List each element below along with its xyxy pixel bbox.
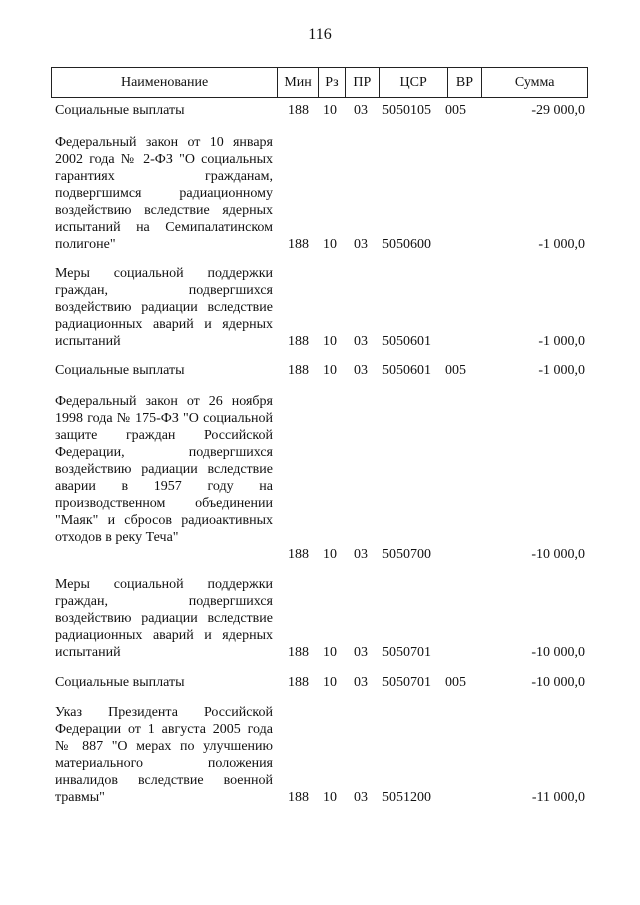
- table-row: [51, 362, 588, 379]
- row-sum: -10 000,0: [531, 675, 585, 690]
- row-sum: -11 000,0: [531, 790, 585, 805]
- row-pr: 03: [354, 363, 368, 378]
- page-number: 116: [308, 26, 332, 43]
- header-name: Наименование: [52, 68, 278, 97]
- row-name: Федеральный закон от 10 января 2002 года № 2-ФЗ "О социальных гарантиях гражданам, подвергшимся радиационному воздействию вследствие ядерных испытаний на Семипалатинском полигоне": [55, 135, 273, 252]
- row-min: 188: [288, 334, 309, 349]
- row-csr: 5050601: [382, 363, 431, 378]
- row-name: Меры социальной поддержки граждан, подвергшихся воздействию радиации вследствие радиационных аварий и ядерных испытаний: [55, 577, 273, 660]
- row-csr: 5050105: [382, 103, 431, 118]
- table-header: [51, 67, 588, 98]
- row-csr: 5050600: [382, 237, 431, 252]
- row-rz: 10: [323, 645, 337, 660]
- row-name: Социальные выплаты: [55, 675, 185, 690]
- row-csr: 5050701: [382, 675, 431, 690]
- row-sum: -10 000,0: [531, 645, 585, 660]
- table-row: [51, 674, 588, 691]
- row-rz: 10: [323, 237, 337, 252]
- header-rz: Рз: [319, 68, 346, 97]
- header-vr: ВР: [448, 68, 483, 97]
- row-min: 188: [288, 547, 309, 562]
- header-csr: ЦСР: [380, 68, 448, 97]
- row-name: Федеральный закон от 26 ноября 1998 года № 175-ФЗ "О социальной защите граждан Российской Федерации, подвергшихся воздействию радиации вследствие аварии в 1957 году на производственном объединении "Маяк" и сбросов радиоактивных отходов в реку Теча": [55, 394, 273, 545]
- row-vr: 005: [445, 675, 466, 690]
- table-row: [51, 704, 588, 806]
- row-pr: 03: [354, 645, 368, 660]
- row-rz: 10: [323, 675, 337, 690]
- row-pr: 03: [354, 675, 368, 690]
- row-pr: 03: [354, 790, 368, 805]
- row-csr: 5051200: [382, 790, 431, 805]
- header-sum: Сумма: [514, 74, 555, 90]
- row-rz: 10: [323, 363, 337, 378]
- row-sum: -29 000,0: [531, 103, 585, 118]
- row-sum: -10 000,0: [531, 547, 585, 562]
- row-csr: 5050700: [382, 547, 431, 562]
- table-row: [51, 134, 588, 253]
- row-min: 188: [288, 790, 309, 805]
- row-sum: -1 000,0: [538, 334, 585, 349]
- table-row: [51, 393, 588, 563]
- header-min: Мин: [278, 68, 319, 97]
- row-min: 188: [288, 675, 309, 690]
- row-name: Социальные выплаты: [55, 103, 185, 118]
- row-csr: 5050701: [382, 645, 431, 660]
- row-pr: 03: [354, 334, 368, 349]
- row-csr: 5050601: [382, 334, 431, 349]
- table-row: [51, 576, 588, 661]
- table-row: [51, 265, 588, 350]
- header-pr: ПР: [346, 68, 380, 97]
- row-pr: 03: [354, 237, 368, 252]
- row-sum: -1 000,0: [538, 237, 585, 252]
- row-name: Указ Президента Российской Федерации от 1 августа 2005 года № 887 "О мерах по улучшению материального положения инвалидов вследствие военной травмы": [55, 705, 273, 805]
- row-sum: -1 000,0: [538, 363, 585, 378]
- row-name: Социальные выплаты: [55, 363, 185, 378]
- row-pr: 03: [354, 547, 368, 562]
- row-min: 188: [288, 103, 309, 118]
- row-min: 188: [288, 363, 309, 378]
- row-vr: 005: [445, 363, 466, 378]
- table-row: [51, 102, 588, 119]
- row-pr: 03: [354, 103, 368, 118]
- row-rz: 10: [323, 103, 337, 118]
- row-rz: 10: [323, 790, 337, 805]
- row-name: Меры социальной поддержки граждан, подвергшихся воздействию радиации вследствие радиационных аварий и ядерных испытаний: [55, 266, 273, 349]
- row-vr: 005: [445, 103, 466, 118]
- row-min: 188: [288, 237, 309, 252]
- row-min: 188: [288, 645, 309, 660]
- row-rz: 10: [323, 334, 337, 349]
- row-rz: 10: [323, 547, 337, 562]
